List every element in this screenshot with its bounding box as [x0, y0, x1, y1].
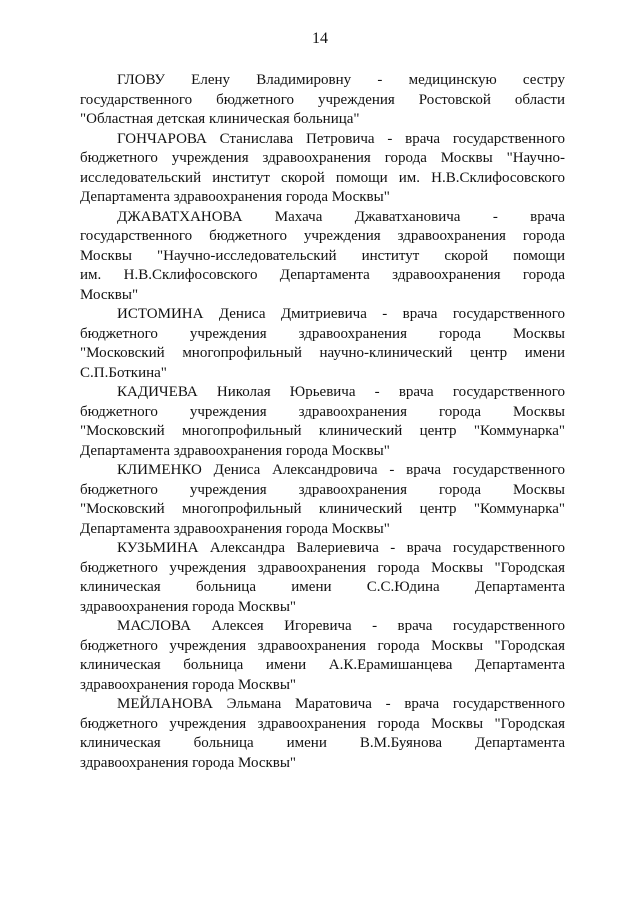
entry-line: С.П.Боткина" — [80, 364, 167, 381]
entry-line: КУЗЬМИНА Александра Валериевича - врача государственного — [117, 540, 565, 556]
entry-line: МАСЛОВА Алексея Игоревича - врача государственного — [117, 618, 565, 634]
entry-line: Департамента здравоохранения города Москвы" — [80, 520, 390, 537]
entry-line: Москвы" — [80, 286, 139, 303]
award-entry — [80, 539, 565, 617]
entry-line: "Московский многопрофильный клинический центр "Коммунарка" — [80, 501, 565, 517]
entry-line: клиническая больница имени В.М.Буянова Департамента — [80, 735, 565, 751]
award-entry — [80, 71, 565, 130]
entry-line: здравоохранения города Москвы" — [80, 754, 297, 771]
entry-line: здравоохранения города Москвы" — [80, 676, 297, 693]
entry-line: им. Н.В.Склифосовского Департамента здравоохранения города — [80, 267, 565, 283]
award-entry — [80, 695, 565, 773]
document-body — [80, 71, 565, 773]
entry-line: МЕЙЛАНОВА Эльмана Маратовича - врача государственного — [117, 696, 565, 712]
entry-line: бюджетного учреждения здравоохранения города Москвы — [80, 325, 565, 342]
entry-line: здравоохранения города Москвы" — [80, 598, 297, 615]
entry-line: "Московский многопрофильный клинический центр "Коммунарка" — [80, 423, 565, 439]
entry-line: бюджетного учреждения здравоохранения города Москвы — [80, 481, 565, 498]
entry-line: КЛИМЕНКО Дениса Александровича - врача государственного — [117, 462, 565, 478]
entry-line: ИСТОМИНА Дениса Дмитриевича - врача государственного — [117, 306, 565, 322]
entry-line: ГЛОВУ Елену Владимировну - медицинскую сестру — [117, 72, 565, 88]
entry-line: государственного бюджетного учреждения здравоохранения города — [80, 228, 565, 244]
entry-line: бюджетного учреждения здравоохранения города Москвы "Городская — [80, 715, 565, 732]
entry-line: ДЖАВАТХАНОВА Махача Джаватхановича - врача — [117, 208, 565, 225]
entry-line: бюджетного учреждения здравоохранения города Москвы "Городская — [80, 637, 565, 654]
entry-line: бюджетного учреждения здравоохранения города Москвы "Городская — [80, 559, 565, 576]
award-entry — [80, 617, 565, 695]
entry-line: клиническая больница имени С.С.Юдина Департамента — [80, 579, 565, 595]
entry-line: бюджетного учреждения здравоохранения города Москвы "Научно- — [80, 150, 565, 166]
entry-line: клиническая больница имени А.К.Ерамишанцева Департамента — [80, 657, 565, 673]
entry-line: бюджетного учреждения здравоохранения города Москвы — [80, 403, 565, 420]
entry-line: ГОНЧАРОВА Станислава Петровича - врача государственного — [117, 130, 565, 147]
entry-line: КАДИЧЕВА Николая Юрьевича - врача государственного — [117, 384, 565, 400]
award-entry — [80, 208, 565, 306]
entry-line: Москвы "Научно-исследовательский институт скорой помощи — [80, 247, 565, 264]
entry-line: государственного бюджетного учреждения Ростовской области — [80, 91, 565, 108]
entry-line: "Областная детская клиническая больница" — [80, 111, 360, 127]
entry-line: "Московский многопрофильный научно-клинический центр имени — [80, 345, 565, 361]
award-entry — [80, 383, 565, 461]
page-number: 14 — [312, 30, 328, 47]
award-entry — [80, 305, 565, 383]
entry-line: Департамента здравоохранения города Москвы" — [80, 189, 390, 205]
award-entry — [80, 461, 565, 539]
entry-line: исследовательский институт скорой помощи им. Н.В.Склифосовского — [80, 169, 565, 186]
award-entry — [80, 130, 565, 208]
entry-line: Департамента здравоохранения города Москвы" — [80, 442, 390, 459]
